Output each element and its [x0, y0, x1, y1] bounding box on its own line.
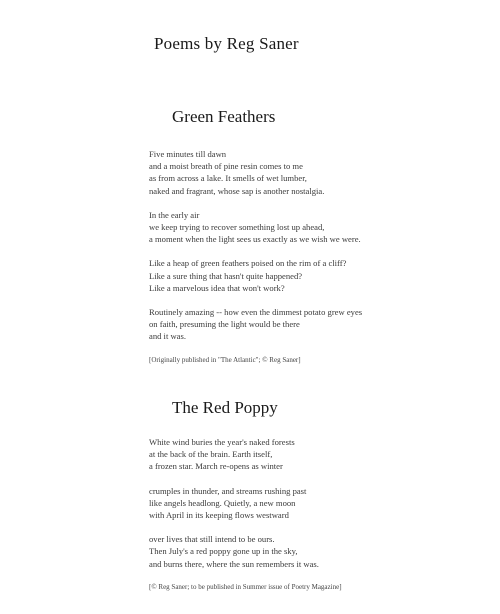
- stanza: [149, 257, 494, 294]
- poem-line: White wind buries the year's naked forests: [149, 437, 295, 447]
- poem-title-red-poppy: The Red Poppy: [172, 398, 278, 417]
- stanza: [149, 306, 494, 343]
- poem-line: Routinely amazing -- how even the dimmest potato grew eyes: [149, 307, 363, 318]
- poem-line: a moment when the light sees us exactly as we wish we were.: [149, 234, 361, 245]
- stanza: [149, 533, 494, 570]
- poem-line: with April in its keeping flows westward: [149, 510, 289, 521]
- poem-line: Like a heap of green feathers poised on the rim of a cliff?: [149, 258, 347, 269]
- publication-credit: [© Reg Saner; to be published in Summer issue of Poetry Magazine]: [149, 582, 342, 591]
- poem-line: Five minutes till dawn: [149, 149, 227, 159]
- stanza: [149, 436, 494, 473]
- stanza: [149, 148, 494, 197]
- poem-line: over lives that still intend to be ours.: [149, 534, 275, 545]
- poem-body-green-feathers: [149, 148, 494, 365]
- poem-line: In the early air: [149, 209, 200, 220]
- poem-line: and burns there, where the sun remembers it was.: [149, 558, 319, 569]
- poem-line: Then July's a red poppy gone up in the sky,: [149, 546, 298, 557]
- stanza: [149, 485, 494, 522]
- poem-line: we keep trying to recover something lost up ahead,: [149, 222, 325, 233]
- poem-line: on faith, presuming the light would be there: [149, 319, 300, 330]
- poem-line: naked and fragrant, whose sap is another nostalgia.: [149, 185, 325, 196]
- poem-line: Like a sure thing that hasn't quite happened?: [149, 270, 303, 281]
- poem-line: at the back of the brain. Earth itself,: [149, 449, 273, 460]
- poem-line: like angels headlong. Quietly, a new moon: [149, 497, 296, 508]
- stanza: [149, 209, 494, 246]
- poem-line: and a moist breath of pine resin comes to me: [149, 161, 303, 172]
- poem-line: crumples in thunder, and streams rushing past: [149, 485, 307, 496]
- poem-body-red-poppy: [149, 436, 494, 592]
- poem-line: a frozen star. March re-opens as winter: [149, 461, 283, 472]
- poem-line: and it was.: [149, 331, 186, 342]
- page-title: Poems by Reg Saner: [154, 34, 299, 53]
- poem-line: Like a marvelous idea that won't work?: [149, 282, 285, 293]
- poem-title-green-feathers: Green Feathers: [172, 107, 276, 126]
- publication-credit: [Originally published in "The Atlantic"; © Reg Saner]: [149, 355, 301, 364]
- poem-line: as from across a lake. It smells of wet lumber,: [149, 173, 307, 184]
